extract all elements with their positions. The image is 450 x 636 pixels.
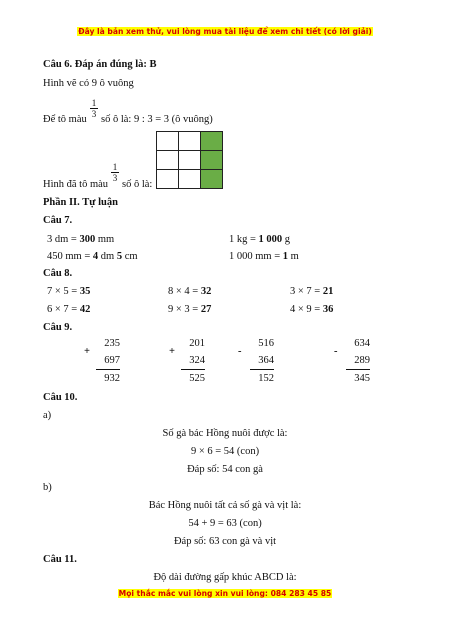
q8-item-2: 8 × 4 = 32: [168, 286, 212, 297]
q8-title: Câu 8.: [43, 268, 73, 279]
q10-a-line-2: 9 × 6 = 54 (con): [190, 446, 260, 457]
q10-a-line-3: Đáp số: 54 con gà: [187, 464, 263, 475]
q8-item-4: 6 × 7 = 42: [47, 304, 91, 315]
q10-title: Câu 10.: [43, 392, 78, 403]
q8-item-6: 4 × 9 = 36: [290, 304, 334, 315]
q8-item-3: 3 × 7 = 21: [290, 286, 334, 297]
grid-cell: [179, 151, 201, 170]
grid-cell: [157, 151, 179, 170]
q6-title: Câu 6. Đáp án đúng là: B: [43, 59, 157, 70]
q10-b-line-3: Đáp số: 63 con gà và vịt: [173, 536, 277, 547]
q10-b-line-1: Bác Hồng nuôi tất cả số gà và vịt là:: [148, 500, 302, 511]
grid-cell: [157, 170, 179, 189]
q7-item-1: 3 dm = 300 mm: [47, 234, 115, 245]
q9-title: Câu 9.: [43, 322, 73, 333]
q6-line2-pre: Để tô màu: [43, 114, 87, 125]
q8-item-1: 7 × 5 = 35: [47, 286, 91, 297]
q10-b-line-2: 54 + 9 = 63 (con): [188, 518, 262, 529]
q10-a-line-1: Số gà bác Hồng nuôi được là:: [162, 428, 288, 439]
grid-cell: [179, 132, 201, 151]
q6-line1: Hình vẽ có 9 ô vuông: [43, 78, 134, 89]
grid-cell-shaded: [201, 170, 223, 189]
q10-a-label: a): [43, 410, 52, 421]
contact-banner: Mọi thắc mắc vui lòng xin vui lòng: 084 283 45 85: [118, 589, 332, 598]
q8-item-5: 9 × 3 = 27: [168, 304, 212, 315]
q11-line-1: Độ dài đường gấp khúc ABCD là:: [153, 572, 297, 583]
q11-title: Câu 11.: [43, 554, 77, 565]
q6-fraction-2: $\frac{1}{3}$: [112, 162, 118, 183]
grid-cell: [157, 132, 179, 151]
q7-item-3: 450 mm = 4 dm 5 cm: [47, 251, 138, 262]
part2-heading: Phần II. Tự luận: [43, 197, 118, 208]
grid-cell-shaded: [201, 132, 223, 151]
preview-banner: Đây là bản xem thử, vui lòng mua tài liệu để xem chi tiết (có lời giải): [78, 27, 372, 36]
q7-title: Câu 7.: [43, 215, 73, 226]
q7-item-4: 1 000 mm = 1 m: [229, 251, 299, 262]
q7-item-2: 1 kg = 1 000 g: [229, 234, 291, 245]
q10-b-label: b): [43, 482, 52, 493]
q6-line3-pre: Hình đã tô màu: [43, 179, 109, 190]
q6-fraction-1: $\frac{1}{3}$: [91, 98, 97, 119]
grid-cell: [179, 170, 201, 189]
q6-grid: [156, 131, 223, 189]
q6-line3-post: số ô là:: [122, 179, 153, 190]
q6-line2-post: số ô là: 9 : 3 = 3 (ô vuông): [101, 114, 213, 125]
grid-cell-shaded: [201, 151, 223, 170]
